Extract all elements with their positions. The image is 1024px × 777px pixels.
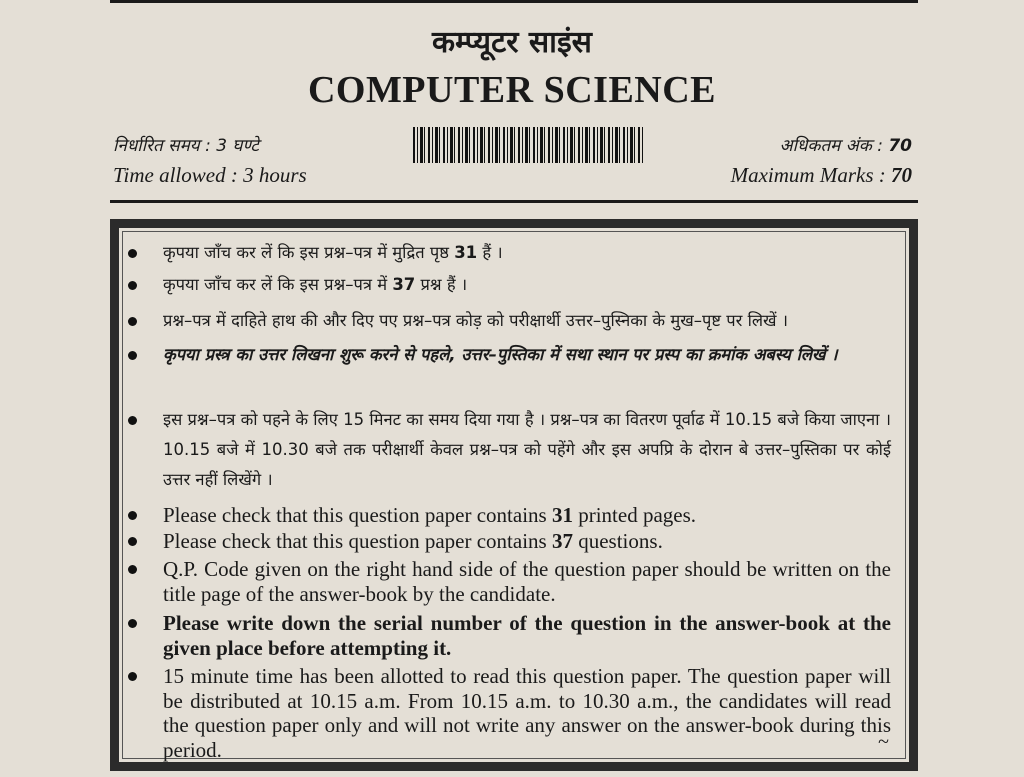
instruction-text [163,529,891,554]
max-marks-hindi-value: 70 [888,136,912,156]
subject-title-english: COMPUTER SCIENCE [307,69,717,111]
time-allowed-hindi: निर्धारित समय : 3 घण्टे [113,136,259,156]
instruction-text-part: questions. [572,529,663,553]
bullet-icon [128,619,137,628]
max-marks-english-label: Maximum Marks : [730,163,886,187]
instruction-text: 15 minute time has been allotted to read this question paper. The question paper will be distributed at 10.15 a.m. From 10.15 a.m. to 10.30 a.m., the candidates will read the question paper only and will not write any answer on the answer-book during this period. [163,664,891,762]
bullet-icon [128,565,137,574]
instruction-number: 37 [392,275,416,294]
bullet-icon [128,281,137,290]
instruction-number: 31 [551,503,573,527]
max-marks-hindi [780,133,912,156]
instructions-box [110,219,918,771]
instruction-text [163,503,891,528]
subject-title-hindi: कम्प्यूटर साइंस [432,25,592,60]
page-end-mark: ~ [878,731,889,753]
instruction-text-part: हैं । [477,243,503,262]
max-marks-hindi-label: अधिकतम अंक : [779,136,883,156]
max-marks-english-value: 70 [891,163,912,187]
instruction-text: कृपया प्रस्त्र का उत्तर लिखना शुरू करने से पहले, उत्तर–पुस्तिका में सथा स्थान पर प्रस्प का क्रमांक अबस्य लिखें । [163,345,838,364]
header-divider [110,200,918,203]
bullet-icon [128,672,137,681]
instruction-text: इस प्रश्न–पत्र को पहने के लिए 15 मिनट का समय दिया गया है । प्रश्न–पत्र का वितरण पूर्वाढ में 10.15 बजे किया जाएना । 10.15 बजे में 10.30 बजे तक परीक्षार्थी केवल प्रश्न–पत्र को पहेंगे और इस अपप्रि के दोरान बे उत्तर–पुस्तिका पर कोई उत्तर नहीं लिखेंगे । [163,410,891,489]
instruction-text-part: printed pages. [572,503,697,527]
time-allowed-english: Time allowed : 3 hours [113,163,307,187]
instruction-text-part: Please check that this question paper contains [163,503,552,527]
instruction-text: Q.P. Code given on the right hand side of the question paper should be written on the title page of the answer-book by the candidate. [163,557,891,606]
bullet-icon [128,537,137,546]
instruction-text-part: Please check that this question paper contains [163,529,552,553]
instruction-number: 37 [551,529,573,553]
bullet-icon [128,511,137,520]
bullet-icon [128,249,137,258]
instruction-text [163,270,891,300]
instruction-text [163,238,891,268]
top-rule [110,0,918,3]
instruction-text-part: कृपया जाँच कर लें कि इस प्रश्न–पत्र में मुद्रित पृष्ठ [163,243,455,262]
bullet-icon [128,317,137,326]
barcode-icon [413,127,643,163]
bullet-icon [128,351,137,360]
max-marks-english [731,163,912,188]
instruction-text: प्रश्न–पत्र में दाहिते हाथ की और दिए पए प्रश्न–पत्र कोड़ को परीक्षार्थी उत्तर–पुस्निका के मुख–पृष्ट पर लिखें । [163,311,789,330]
instruction-text-part: कृपया जाँच कर लें कि इस प्रश्न–पत्र में [163,275,393,294]
instruction-text-part: प्रश्न हैं । [415,275,468,294]
bullet-icon [128,416,137,425]
instruction-text: Please write down the serial number of the question in the answer-book at the given place before attempting it. [163,611,891,660]
instruction-number: 31 [454,243,478,262]
